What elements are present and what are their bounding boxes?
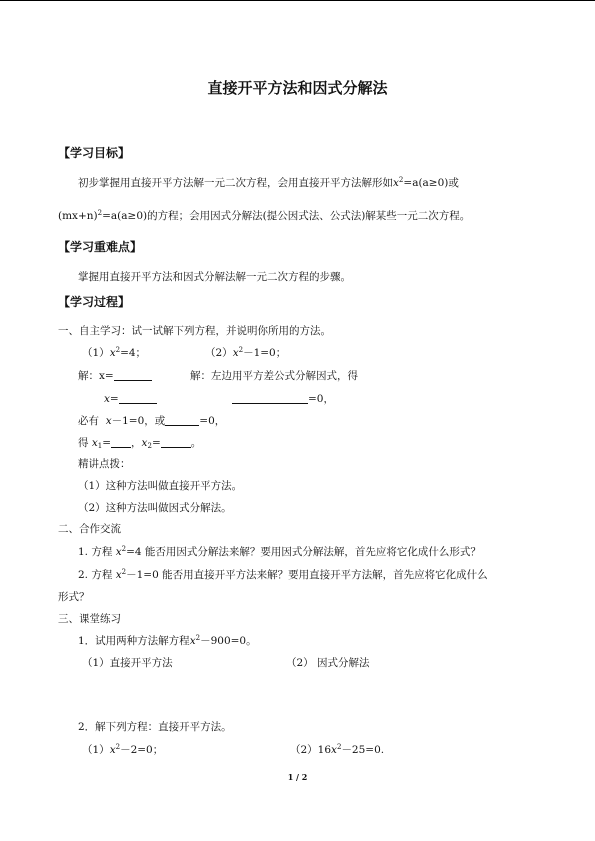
exercise-2: 2．解下列方程：直接开平方法。	[78, 721, 232, 733]
must-have-line: 必有 x－1=0，或 =0，	[78, 415, 226, 427]
answer-blank[interactable]	[232, 392, 308, 404]
exercise-1: 1．试用两种方法解方程$x^2-900=0$。	[78, 634, 257, 647]
tip-2: （2）这种方法叫做因式分解法。	[78, 502, 232, 514]
part3-title: 三、课堂练习	[58, 613, 121, 625]
answer-blank[interactable]	[119, 392, 157, 404]
key-paragraph: 掌握用直接开平方法和因式分解法解一元二次方程的步骤。	[78, 271, 351, 283]
question-2-line1: 2. 方程 $x^2-1=0$ 能否用直接开平方法来解？要用直接开平方法解，首先应将它化成什么	[78, 568, 488, 581]
key-heading: 【学习重难点】	[58, 240, 143, 254]
part2-title: 二、合作交流	[58, 523, 121, 535]
method-2: （2） 因式分解法	[286, 657, 370, 669]
equation-2: $(2)x^2-1=0$；	[205, 346, 287, 359]
question-2-line2: 形式？	[58, 591, 90, 603]
part1-title: 一、自主学习：试一试解下列方程，并说明你所用的方法。	[58, 325, 331, 337]
solution-2-line2: =0，	[232, 392, 334, 406]
roots-line: 得 $x_1=$ ，$x_2=$ 。	[78, 437, 202, 450]
answer-blank[interactable]	[161, 436, 191, 448]
goal-paragraph-line2: $(mx+n)^2=a(a\ge 0)$的方程；会用因式分解法(提公因式法、公式法)解某些一元二次方程。	[58, 209, 471, 222]
tip-1: （1）这种方法叫做直接开平方法。	[78, 480, 243, 492]
method-1: （1）直接开平方法	[82, 657, 173, 669]
tip-heading: 精讲点拨：	[78, 458, 131, 470]
exercise-2-eq2: $(2)16x^2-25=0$.	[290, 743, 385, 756]
goal-heading: 【学习目标】	[58, 146, 131, 160]
process-heading: 【学习过程】	[58, 295, 131, 309]
page-number: 1 / 2	[287, 772, 308, 782]
goal-paragraph-line1: 初步掌握用直接开平方法解一元二次方程，会用直接开平方法解形如$x^2=a(a\ge 0)$或	[78, 176, 459, 189]
answer-blank[interactable]	[114, 369, 152, 381]
answer-blank[interactable]	[165, 414, 199, 426]
solution-1-line1: 解：x=	[78, 369, 152, 383]
question-1: 1. 方程 $x^2=4$ 能否用因式分解法来解？要用因式分解法解，首先应将它化成什么形式？	[78, 545, 481, 558]
page-title: 直接开平方法和因式分解法	[207, 79, 388, 97]
answer-blank[interactable]	[111, 436, 131, 448]
equation-1: $(1)x^2=4$；	[82, 346, 147, 359]
exercise-2-eq1: $(1)x^2-2=0$；	[82, 743, 164, 756]
solution-2-line1: 解：左边用平方差公式分解因式，得	[190, 370, 358, 382]
header-rule	[0, 0, 595, 1]
solution-1-line2: x=	[104, 392, 157, 406]
